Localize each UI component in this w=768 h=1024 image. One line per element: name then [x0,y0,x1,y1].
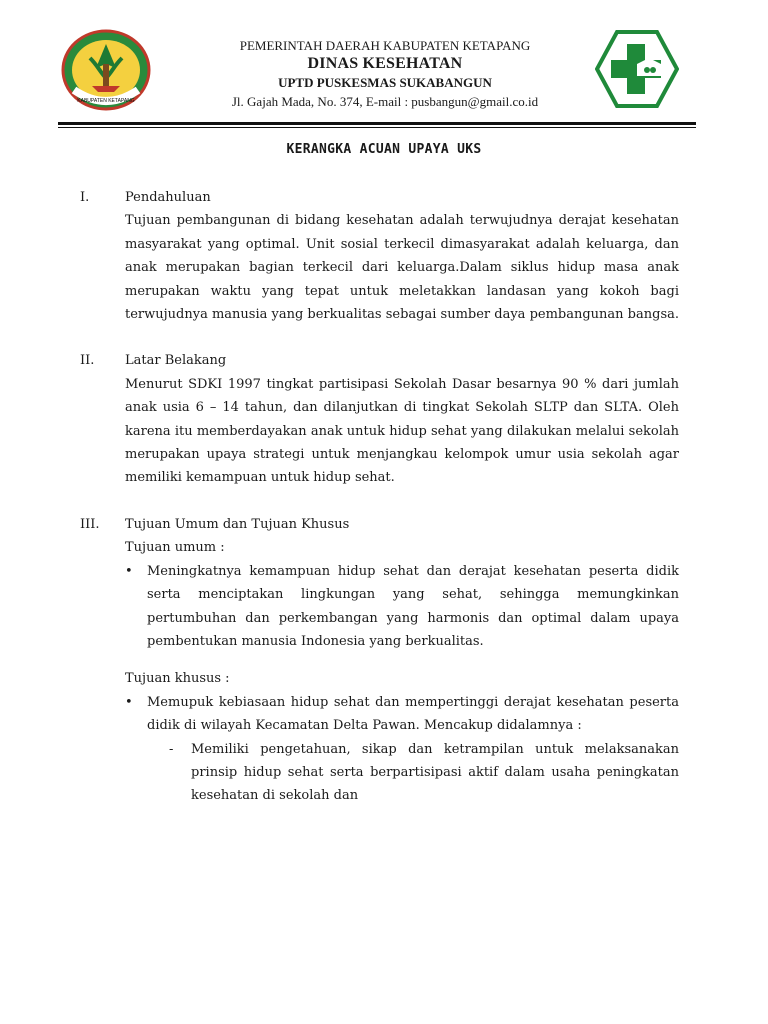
section-tujuan [0,513,768,808]
bullet-icon: • [125,563,133,579]
section-heading: Tujuan Umum dan Tujuan Khusus [125,516,350,532]
section-latar-belakang [0,349,768,489]
office-name: DINAS KESEHATAN [307,55,463,72]
tujuan-khusus-label: Tujuan khusus : [125,671,230,687]
address-line: Jl. Gajah Mada, No. 374, E-mail : pusbangun@gmail.co.id [231,94,539,109]
bullet-icon: • [125,694,133,710]
dash-icon: - [169,741,174,757]
unit-name: UPTD PUSKESMAS SUKABANGUN [278,75,492,90]
list-item [125,560,679,654]
header-rule-thin [58,127,696,128]
letterhead-text [170,38,600,112]
header-rule-thick [58,122,696,125]
document-body [0,186,768,831]
list-item [125,691,679,738]
list-item-text: Meningkatnya kemampuan hidup sehat dan derajat kesehatan peserta didik serta menciptakan lingkungan yang sehat, sehingga memungkinkan pertumbuhan dan perkembangan yang harmonis dan optimal dalam upaya pembentukan manusia Indonesia yang berkualitas. [147,563,679,649]
svg-text:KABUPATEN KETAPANG: KABUPATEN KETAPANG [77,98,135,104]
document-title: KERANGKA ACUAN UPAYA UKS [286,142,482,157]
section-paragraph: Menurut SDKI 1997 tingkat partisipasi Sekolah Dasar besarnya 90 % dari jumlah anak usia 6 – 14 tahun, dan dilanjutkan di tingkat Sekolah SLTP dan SLTA. Oleh karena itu memberdayakan anak untuk hidup sehat yang dilakukan melalui sekolah merupakan upaya strategi untuk menjangkau kelompok umur usia sekolah agar memiliki kemampuan untuk hidup sehat. [125,376,679,486]
section-number: II. [80,353,95,369]
section-heading: Pendahuluan [125,190,211,205]
list-item-text: Memupuk kebiasaan hidup sehat dan mempertinggi derajat kesehatan peserta didik di wilayah Kecamatan Delta Pawan. Mencakup didalamnya : [147,694,679,734]
section-number: I. [80,190,90,205]
section-heading: Latar Belakang [125,353,227,369]
section-paragraph: Tujuan pembangunan di bidang kesehatan adalah terwujudnya derajat kesehatan masyarakat yang optimal. Unit sosial terkecil dimasyarakat adalah keluarga, dan anak merupakan bagian terkecil dari keluarga.Dalam siklus hidup masa anak merupakan waktu yang tepat untuk meletakkan landasan yang kokoh bagi terwujudnya manusia yang berkualitas sebagai sumber daya pembangunan bangsa. [125,213,679,323]
letterhead [0,0,768,130]
sub-list-item [169,738,679,808]
section-pendahuluan [0,186,768,326]
sub-list-item-text: Memiliki pengetahuan, sikap dan ketrampilan untuk melaksanakan prinsip hidup sehat serta berpartisipasi aktif dalam usaha peningkatan kesehatan di sekolah dan [191,741,679,804]
ketapang-regency-emblem-icon [60,28,152,112]
government-name: PEMERINTAH DAERAH KABUPATEN KETAPANG [239,38,531,53]
tujuan-umum-label: Tujuan umum : [125,540,225,556]
section-number: III. [80,516,100,532]
puskesmas-logo-icon [595,30,679,108]
